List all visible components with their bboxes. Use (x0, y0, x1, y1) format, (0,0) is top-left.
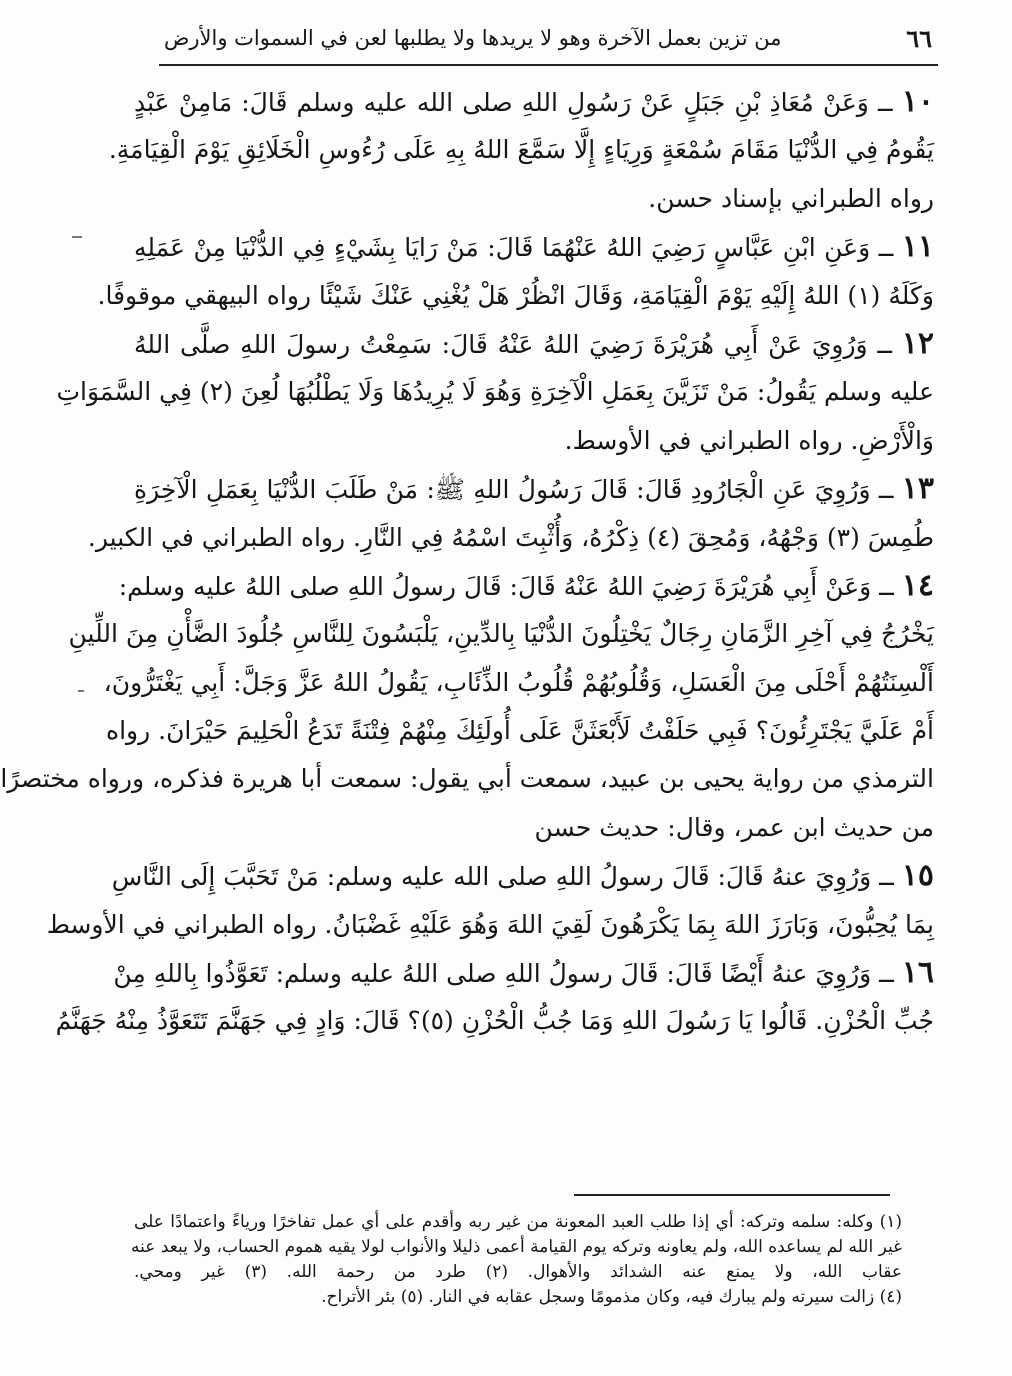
text-line (105, 707, 934, 755)
margin-mark (72, 236, 82, 238)
text-line (0, 755, 934, 803)
page-header (164, 22, 932, 54)
footnote-line: غير الله لم يساعده الله، ولم يعاونه وتركه يوم القيامة أعمى ذليلا والأنواب لولا يقيه هموم الحساب، ولا يبعد عنه (131, 1237, 902, 1257)
header-rule (159, 64, 938, 66)
line-text: من حديث ابن عمر، وقال: حديث حسن (534, 812, 934, 842)
hadith-number: ١٤ (901, 567, 934, 603)
hadith-line-start (113, 949, 934, 997)
line-text: رواه الطبراني بإسناد حسن. (648, 183, 934, 213)
text-line (46, 901, 934, 949)
line-text: أَلْسِنَتُهُمْ أَحْلَى مِنَ الْعَسَلِ، وَقُلُوبُهُمْ قُلُوبُ الذِّئَابِ، يَقُولُ اللهُ عَزَّ وَجَلَّ: أَبِي يَغْتَرُّونَ، (103, 667, 934, 697)
line-text: ــ وَعَنْ مُعَاذِ بْنِ جَبَلٍ عَنْ رَسُولِ اللهِ صلى الله عليه وسلم قَالَ: مَامِنْ عَبْدٍ (134, 88, 893, 117)
line-text: جُبِّ الْحُزْنِ. قَالُوا يَا رَسُولَ اللهِ وَمَا جُبُّ الْحُزْنِ (٥)؟ قَالَ: وَادٍ فِي جَهَنَّمَ تَتَعَوَّذُ مِنْهُ جَهَنَّمُ (55, 1006, 934, 1036)
margin-mark (78, 690, 84, 692)
hadith-number: ١٦ (901, 955, 934, 991)
line-text: عليه وسلم يَقُولُ: مَنْ تَزَيَّنَ بِعَمَلِ الْآخِرَةِ وَهُوَ لَا يُرِيدُهَا وَلَا يَطْلُبُهَا لُعِنَ (٢) فِي السَّمَوَاتِ (56, 377, 934, 407)
footnotes (131, 1210, 902, 1310)
hadith-number: ١٣ (901, 471, 934, 507)
line-text: ــ وَرُوِيَ عَنْ أَبِي هُرَيْرَةَ رَضِيَ اللهُ عَنْهُ قَالَ: سَمِعْتُ رسولَ اللهِ صلَّى اللهُ (134, 329, 892, 359)
line-text: وَالْأَرْضِ. رواه الطبراني في الأوسط. (564, 425, 934, 455)
hadith-line-start (134, 78, 934, 126)
hadith-number: ١٢ (901, 325, 934, 361)
page-number: ٦٦ (906, 23, 932, 53)
hadith-number: ١١ (901, 229, 934, 265)
text-line (68, 610, 934, 658)
text-line (134, 804, 934, 852)
footnote-line: (١) وكله: سلمه وتركه: أي إذا طلب العبد المعونة من غير ربه وأقدم على أي عمل تفاخرًا ورياءً واعتمادًا على (134, 1212, 902, 1232)
hadith-line-start (134, 223, 934, 271)
text-line (55, 997, 934, 1045)
running-title: من تزين بعمل الآخرة وهو لا يريدها ولا يطلبها لعن في السموات والأرض (164, 26, 782, 50)
text-line (87, 514, 934, 562)
hadith-line-start (111, 852, 934, 900)
line-text: ــ وَرُوِيَ عَنِ الْجَارُودِ قَالَ: قَالَ رَسُولُ اللهِ ﷺ: مَنْ طَلَبَ الدُّنْيَا بِعَمَلِ الْآخِرَةِ (134, 475, 894, 505)
text-line (134, 417, 934, 465)
line-text: بِمَا يُحِبُّونَ، وَبَارَزَ اللهَ بِمَا يَكْرَهُونَ لَقِيَ اللهَ وَهُوَ عَلَيْهِ غَضْبَانُ. رواه الطبراني في الأوسط (46, 909, 934, 939)
text-line (97, 272, 934, 320)
footnote-line: (٤) زالت سيرته ولم يبارك فيه، وكان مذمومًا وسجل عقابه في النار. (٥) بئر الأتراح. (321, 1287, 902, 1307)
hadith-number: ١٠ (901, 84, 934, 119)
footnote-line: عقاب الله، ولا يمنع عنه الشدائد والأهوال. (٢) طرد من رحمة الله. (٣) غير ومحي. (134, 1262, 902, 1282)
text-line (134, 175, 934, 223)
line-text: ــ وَرُوِيَ عنهُ قَالَ: قَالَ رسولُ اللهِ صلى الله عليه وسلم: مَنْ تَحَبَّبَ إِلَى النَّاسِ (111, 862, 894, 892)
line-text: ــ وَرُوِيَ عنهُ أَيْضًا قَالَ: قَالَ رسولُ اللهِ صلى اللهُ عليه وسلم: تَعَوَّذُوا بِاللهِ مِنْ (113, 959, 894, 989)
footnote-rule (574, 1194, 890, 1196)
line-text: يَقُومُ فِي الدُّنْيَا مَقَامَ سُمْعَةٍ وَرِيَاءٍ إِلَّا سَمَّعَ اللهُ بِهِ عَلَى رُءُوسِ الْخَلَائِقِ يَوْمَ الْقِيَامَةِ. (108, 135, 934, 165)
line-text: يَخْرُجُ فِي آخِرِ الزَّمَانِ رِجَالٌ يَخْتِلُونَ الدُّنْيَا بِالدِّينِ، يَلْبَسُونَ لِلنَّاسِ جُلُودَ الضَّأْنِ مِنَ اللِّينِ (68, 619, 934, 649)
line-text: طُمِسَ (٣) وَجْهُهُ، وَمُحِقَ (٤) ذِكْرُهُ، وَأُثْبِتَ اسْمُهُ فِي النَّارِ. رواه الطبراني في الكبير. (87, 522, 934, 552)
line-text: ــ وَعَنِ ابْنِ عَبَّاسٍ رَضِيَ اللهُ عَنْهُمَا قَالَ: مَنْ رَايَا بِشَيْءٍ فِي الدُّنْيَا مِنْ عَمَلِهِ (134, 233, 894, 263)
hadith-number: ١٥ (901, 858, 934, 894)
line-text: وَكَلَهُ (١) اللهُ إِلَيْهِ يَوْمَ الْقِيَامَةِ، وَقَالَ انْظُرْ هَلْ يُغْنِي عَنْكَ شَيْئًا رواه البيهقي موقوفًا. (97, 280, 934, 310)
hadith-line-start (118, 562, 934, 610)
text-line (103, 659, 934, 707)
line-text: الترمذي من رواية يحيى بن عبيد، سمعت أبي يقول: سمعت أبا هريرة فذكره، ورواه مختصرًا (0, 764, 934, 794)
hadith-line-start (134, 465, 934, 513)
text-line (56, 368, 934, 416)
main-text (0, 78, 934, 1046)
line-text: ــ وَعَنْ أَبِي هُرَيْرَةَ رَضِيَ اللهُ عَنْهُ قَالَ: قَالَ رسولُ اللهِ صلى اللهُ عليه وسلم: (118, 571, 894, 601)
hadith-line-start (134, 320, 934, 368)
line-text: أَمْ عَلَيَّ يَجْتَرِئُونَ؟ فَبِي حَلَفْتُ لَأَبْعَثَنَّ عَلَى أُولَئِكَ مِنْهُمْ فِتْنَةً تَدَعُ الْحَلِيمَ حَيْرَانَ. رواه (105, 716, 934, 746)
text-line (108, 126, 934, 174)
